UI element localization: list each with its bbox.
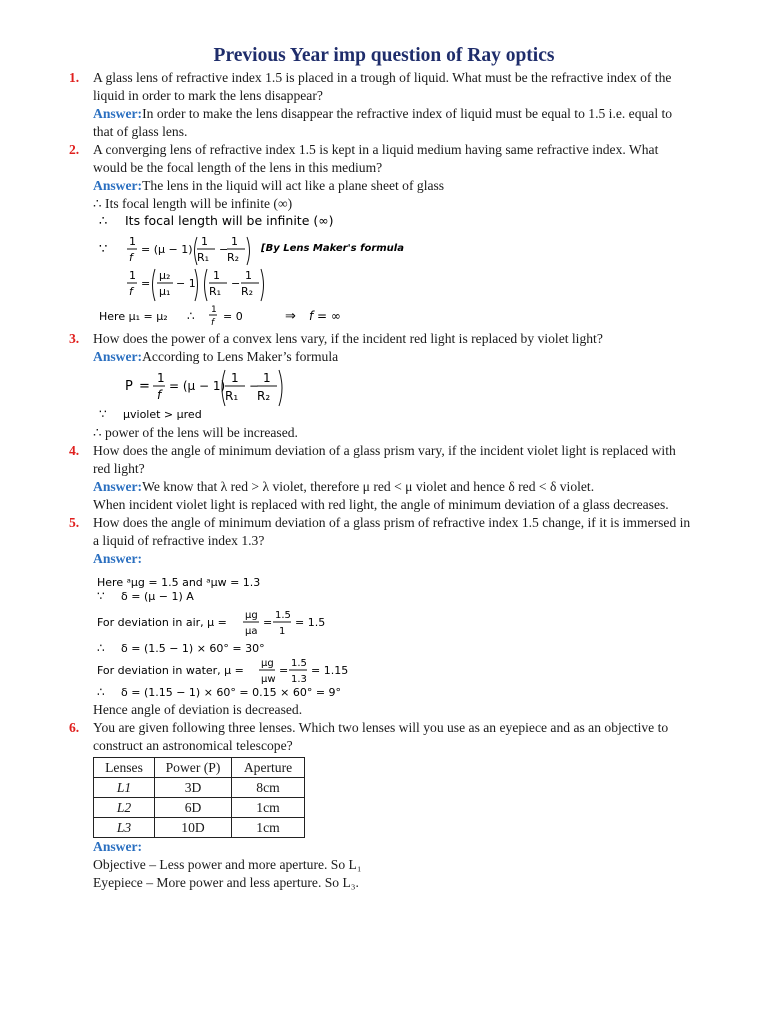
answer-text: When incident violet light is replaced with red light, the angle of minimum deviation of a glass decreases.	[93, 497, 669, 512]
question-number: 6.	[69, 720, 80, 735]
table-cell: 6D	[155, 798, 232, 818]
table-cell: 1cm	[232, 798, 305, 818]
svg-text:=: =	[139, 379, 150, 394]
table-cell: L2	[94, 798, 155, 818]
table-cell: 3D	[155, 778, 232, 798]
deviation-air-value: δ = (1.5 − 1) × 60° = 30°	[121, 642, 265, 655]
answer-6	[93, 838, 723, 892]
svg-text:=: =	[263, 616, 273, 629]
answer-label: Answer:	[93, 839, 143, 854]
question-number: 3.	[69, 331, 80, 346]
question-text: red light?	[93, 461, 145, 476]
power-formula	[95, 366, 335, 426]
svg-text:1: 1	[245, 269, 252, 282]
svg-text:1: 1	[201, 235, 208, 248]
question-text: A glass lens of refractive index 1.5 is placed in a trough of liquid. What must be the refractive index of the	[93, 70, 672, 85]
svg-text:μg: μg	[245, 610, 258, 621]
svg-text:f: f	[129, 285, 133, 298]
answer-text: Answer:We know that λ red > λ violet, therefore μ red < μ violet and hence δ red < δ violet.	[93, 479, 595, 494]
table-header: Lenses	[94, 758, 155, 778]
table-cell: 8cm	[232, 778, 305, 798]
question-number: 4.	[69, 443, 80, 458]
svg-text:−: −	[231, 277, 241, 290]
svg-text:R₂: R₂	[241, 285, 254, 298]
svg-text:=: =	[279, 664, 289, 677]
question-6	[69, 719, 723, 755]
svg-text:−: −	[219, 243, 229, 256]
answer-text: ∴ Its focal length will be infinite (∞)	[93, 196, 293, 211]
answer-text: Eyepiece – More power and less aperture. So L₃.	[93, 875, 359, 890]
question-text: would be the focal length of the lens in this medium?	[93, 160, 383, 175]
svg-text:R₁: R₁	[197, 251, 210, 264]
svg-text:= (μ − 1): = (μ − 1)	[141, 243, 193, 256]
question-1	[69, 69, 723, 141]
question-number: 1.	[69, 70, 80, 85]
table-row	[94, 798, 305, 818]
answer-text: Answer:The lens in the liquid will act like a plane sheet of glass	[93, 178, 445, 193]
svg-text:R₂: R₂	[257, 389, 271, 403]
given-indices: Here ᵃμg = 1.5 and ᵃμw = 1.3	[97, 576, 261, 589]
question-number: 5.	[69, 515, 80, 530]
answer-label: Answer:	[93, 479, 143, 494]
svg-text:P: P	[125, 379, 133, 394]
svg-text:−: −	[249, 379, 260, 393]
question-number: 2.	[69, 142, 80, 157]
svg-text:∵: ∵	[97, 589, 105, 603]
deviation-water-label: For deviation in water, μ =	[97, 664, 244, 677]
svg-text:= (μ − 1): = (μ − 1)	[169, 379, 226, 393]
question-text: You are given following three lenses. Which two lenses will you use as an eyepiece and as an objective to	[93, 720, 669, 735]
answer-text: Answer:In order to make the lens disappear the refractive index of liquid must be equal to 1.5 i.e. equal to	[93, 106, 673, 121]
equal-indices: Here μ₁ = μ₂	[99, 310, 168, 323]
deviation-derivation	[95, 572, 395, 700]
question-3	[69, 330, 723, 366]
answer-label: Answer:	[93, 178, 143, 193]
svg-text:1: 1	[129, 269, 136, 282]
lens-table	[93, 757, 305, 838]
svg-text:⇒: ⇒	[285, 309, 296, 324]
question-text: A converging lens of refractive index 1.5 is kept in a liquid medium having same refractive index. What	[93, 142, 659, 157]
lens-maker-derivation	[95, 211, 415, 329]
svg-text:1.5: 1.5	[291, 658, 307, 669]
page-title: Previous Year imp question of Ray optics	[213, 45, 555, 66]
svg-text:∴: ∴	[187, 309, 195, 323]
table-row	[94, 778, 305, 798]
question-4	[69, 442, 723, 514]
question-text: construct an astronomical telescope?	[93, 738, 293, 753]
svg-text:R₂: R₂	[227, 251, 240, 264]
answer-text: Objective – Less power and more aperture. So L₁	[93, 857, 362, 872]
svg-text:1: 1	[129, 235, 136, 248]
focal-length-statement: Its focal length will be infinite (∞)	[125, 213, 334, 228]
svg-text:f: f	[129, 251, 133, 264]
svg-text:μa: μa	[245, 626, 258, 637]
svg-text:1.3: 1.3	[291, 674, 307, 685]
table-cell: L3	[94, 818, 155, 838]
answer-label: Answer:	[93, 106, 143, 121]
answer-label: Answer:	[93, 349, 143, 364]
svg-text:μg: μg	[261, 658, 274, 669]
mu-comparison: μviolet > μred	[123, 408, 202, 421]
svg-text:1: 1	[279, 626, 286, 637]
svg-text:1: 1	[231, 235, 238, 248]
svg-text:= 1.5: = 1.5	[295, 616, 326, 629]
because-symbol: ∵	[99, 242, 108, 257]
svg-text:μ₂: μ₂	[159, 269, 171, 282]
deviation-water-value: δ = (1.15 − 1) × 60° = 0.15 × 60° = 9°	[121, 686, 342, 699]
svg-text:1: 1	[263, 371, 271, 385]
question-5	[69, 514, 723, 568]
deviation-air-label: For deviation in air, μ =	[97, 616, 227, 629]
question-text: a liquid of refractive index 1.3?	[93, 533, 265, 548]
table-header: Aperture	[232, 758, 305, 778]
svg-text:= 0: = 0	[223, 310, 243, 323]
svg-text:f: f	[211, 318, 215, 328]
table-cell: L1	[94, 778, 155, 798]
svg-text:1: 1	[157, 371, 165, 385]
table-header-row	[94, 758, 305, 778]
svg-text:μ₁: μ₁	[159, 285, 171, 298]
svg-text:=: =	[141, 277, 151, 290]
svg-text:= 1.15: = 1.15	[311, 664, 349, 677]
answer-text: Hence angle of deviation is decreased.	[93, 702, 303, 717]
svg-text:R₁: R₁	[209, 285, 222, 298]
answer-text: that of glass lens.	[93, 124, 188, 139]
therefore-symbol: ∴	[99, 214, 108, 229]
answer-text: Answer:According to Lens Maker’s formula	[93, 349, 339, 364]
table-header: Power (P)	[155, 758, 232, 778]
svg-text:1: 1	[213, 269, 220, 282]
table-cell: 1cm	[232, 818, 305, 838]
svg-text:f: f	[157, 388, 162, 402]
answer-text: ∴ power of the lens will be increased.	[93, 425, 298, 440]
lens-makers-note: [By Lens Maker's formula	[261, 243, 404, 254]
table-cell: 10D	[155, 818, 232, 838]
svg-text:μw: μw	[261, 674, 276, 685]
focal-length-result: f = ∞	[309, 309, 341, 323]
svg-text:∵: ∵	[99, 407, 107, 421]
svg-text:∴: ∴	[97, 685, 105, 699]
table-row	[94, 818, 305, 838]
answer-label: Answer:	[93, 551, 143, 566]
question-text: How does the angle of minimum deviation of a glass prism vary, if the incident violet light is replaced with	[93, 443, 676, 458]
svg-text:1: 1	[211, 305, 217, 315]
svg-text:1: 1	[231, 371, 239, 385]
question-text: How does the power of a convex lens vary, if the incident red light is replaced by violet light?	[93, 331, 603, 346]
svg-text:1.5: 1.5	[275, 610, 291, 621]
deviation-formula: δ = (μ − 1) A	[121, 590, 194, 603]
question-text: How does the angle of minimum deviation of a glass prism of refractive index 1.5 change, if it is immersed in	[93, 515, 691, 530]
svg-text:R₁: R₁	[225, 389, 239, 403]
svg-text:− 1: − 1	[176, 277, 196, 290]
svg-text:∴: ∴	[97, 641, 105, 655]
question-2	[69, 141, 723, 195]
question-text: liquid in order to mark the lens disappear?	[93, 88, 323, 103]
